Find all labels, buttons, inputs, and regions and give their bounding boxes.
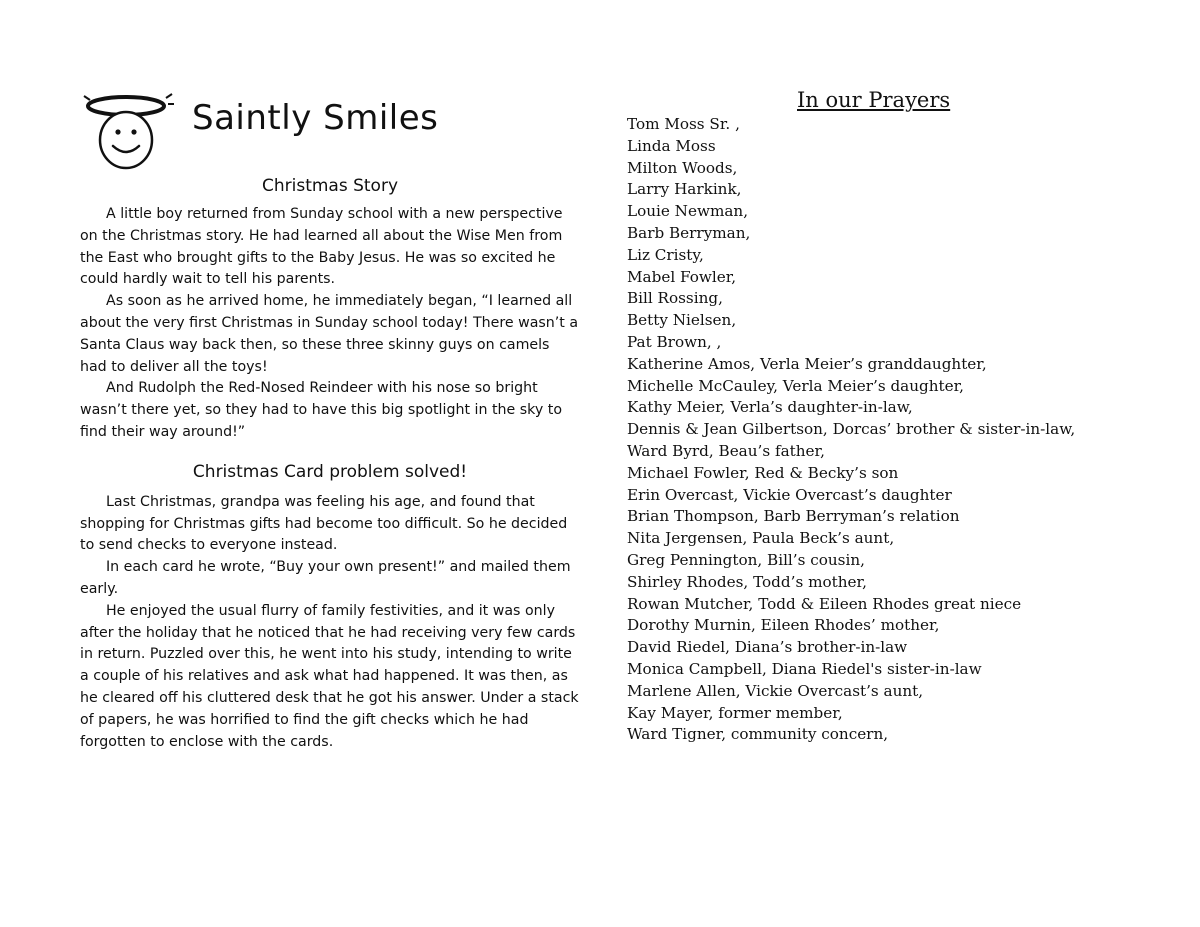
list-item: Monica Campbell, Diana Riedel's sister-in-law [627, 659, 982, 678]
story-paragraph: In each card he wrote, “Buy your own present!” and mailed them early. [80, 559, 571, 597]
story-heading-christmas-card: Christmas Card problem solved! [192, 461, 468, 482]
list-item: Larry Harkink, [627, 180, 742, 199]
list-item: Pat Brown, , [627, 332, 722, 351]
angel-smiley-icon [82, 88, 174, 174]
list-item: Kay Mayer, former member, [627, 703, 843, 722]
story-paragraph: Last Christmas, grandpa was feeling his age, and found that shopping for Christmas gifts had become too difficult. So he decided to send checks to everyone instead. [80, 493, 568, 554]
list-item: Marlene Allen, Vickie Overcast’s aunt, [627, 681, 924, 700]
list-item: Nita Jergensen, Paula Beck’s aunt, [627, 529, 895, 548]
list-item: Mabel Fowler, [627, 267, 737, 286]
list-item: Michael Fowler, Red & Becky’s son [627, 463, 899, 482]
list-item: Liz Cristy, [627, 245, 704, 264]
list-item: Barb Berryman, [627, 223, 751, 242]
list-item: Erin Overcast, Vickie Overcast’s daughter [627, 485, 952, 504]
list-item: Milton Woods, [627, 158, 738, 177]
prayers-heading: In our Prayers [797, 88, 951, 112]
list-item: David Riedel, Diana’s brother-in-law [627, 638, 908, 657]
list-item: Ward Tigner, community concern, [627, 725, 889, 744]
list-item: Louie Newman, [627, 202, 749, 221]
prayer-list [627, 114, 1187, 746]
story-heading-christmas-story: Christmas Story [261, 176, 399, 196]
list-item: Tom Moss Sr. , [627, 115, 740, 133]
list-item: Brian Thompson, Barb Berryman’s relation [627, 507, 960, 526]
list-item: Greg Pennington, Bill’s cousin, [627, 550, 865, 569]
saintly-smiles-column [80, 88, 580, 753]
masthead [80, 88, 580, 174]
prayers-column [627, 88, 1187, 746]
list-item: Dennis & Jean Gilbertson, Dorcas’ brother & sister-in-law, [627, 420, 1076, 439]
list-item: Katherine Amos, Verla Meier’s granddaughter, [627, 354, 987, 373]
story-paragraph: He enjoyed the usual flurry of family festivities, and it was only after the holiday that he noticed that he had receiving very few cards in return. Puzzled over this, he went into his study, intending to write a couple of his relatives and ask what had happened. It was then, as he cleared off his cluttered desk that he got his answer. Under a stack of papers, he was horrified to find the gift checks which he had forgotten to enclose with the cards. [80, 602, 579, 750]
list-item: Ward Byrd, Beau’s father, [627, 441, 825, 460]
story-paragraph: And Rudolph the Red-Nosed Reindeer with his nose so bright wasn’t there yet, so they had to have this big spotlight in the sky to find their way around!” [80, 380, 563, 440]
list-item: Betty Nielsen, [627, 311, 737, 330]
list-item: Dorothy Murnin, Eileen Rhodes’ mother, [627, 616, 940, 635]
list-item: Linda Moss [627, 136, 716, 155]
list-item: Shirley Rhodes, Todd’s mother, [627, 572, 867, 591]
list-item: Kathy Meier, Verla’s daughter-in-law, [627, 398, 913, 417]
list-item: Bill Rossing, [627, 289, 723, 308]
list-item: Rowan Mutcher, Todd & Eileen Rhodes great niece [627, 594, 1022, 613]
story-paragraph: As soon as he arrived home, he immediately began, “I learned all about the very first Christmas in Sunday school today! There wasn’t a Santa Claus way back then, so these three skinny guys on camels had to deliver all the toys! [80, 293, 579, 375]
page-title: Saintly Smiles [192, 98, 439, 138]
list-item: Michelle McCauley, Verla Meier’s daughter, [627, 376, 965, 395]
story-paragraph: A little boy returned from Sunday school with a new perspective on the Christmas story. He had learned all about the Wise Men from the East who brought gifts to the Baby Jesus. He was so excited he could hardly wait to tell his parents. [80, 206, 563, 288]
